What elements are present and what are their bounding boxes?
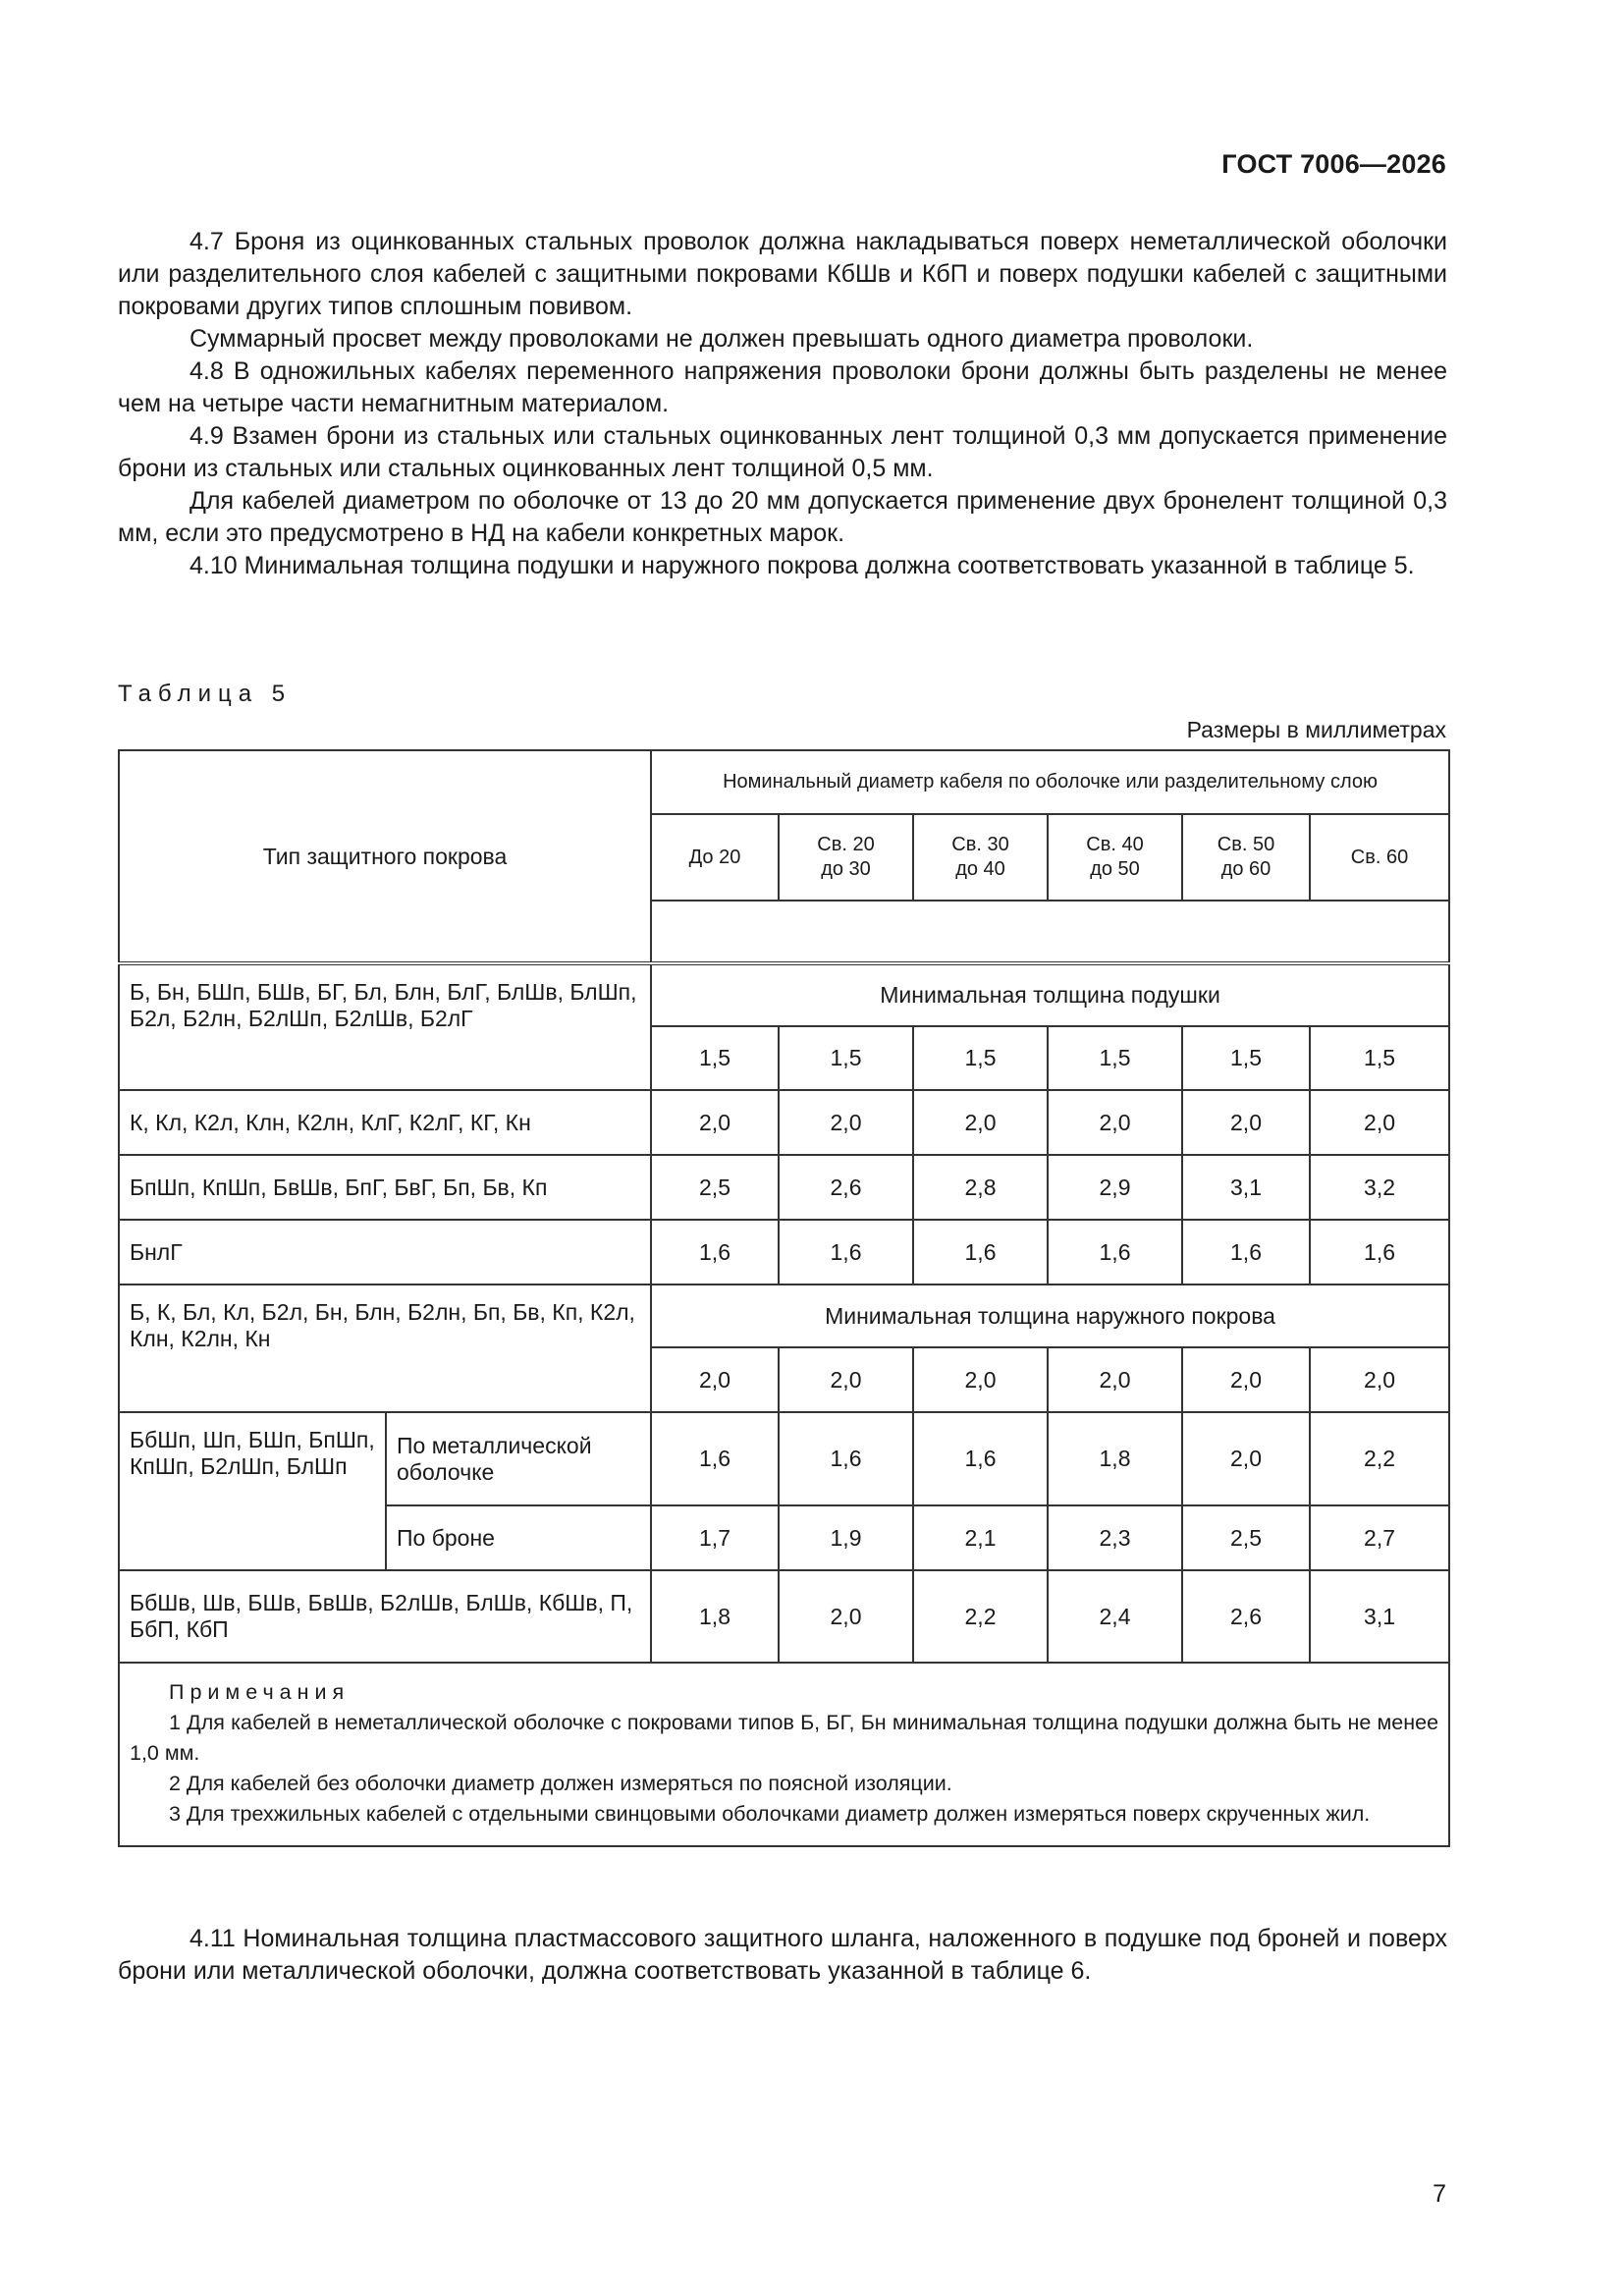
value-cell: 2,0 [651,1090,779,1155]
type-cell: БпШп, КпШп, БвШв, БпГ, БвГ, Бп, Бв, Кп [119,1155,651,1220]
value-cell: 1,5 [1182,1026,1310,1090]
column-header [913,814,1048,901]
column-header [1048,814,1182,901]
table-row [119,963,1449,1026]
paragraph-4-9: 4.9 Взамен брони из стальных или стальных оцинкованных лент толщиной 0,3 мм допускается применение брони из стальных или стальных оцинкованных лент толщиной 0,5 мм. [118,422,1447,482]
table-row [119,1285,1449,1347]
column-header [779,814,913,901]
section-title: Минимальная толщина подушки [651,963,1449,1026]
value-cell: 3,1 [1310,1570,1449,1663]
value-cell: 1,6 [779,1220,913,1285]
notes-title: Примечания [169,1680,351,1704]
value-cell: 2,0 [1310,1090,1449,1155]
type-cell: БбШп, Шп, БШп, БпШп, КпШп, Б2лШп, БлШп [119,1412,386,1570]
value-cell: 1,6 [1048,1220,1182,1285]
table-row [119,1570,1449,1663]
table-row [119,1412,1449,1505]
value-cell: 1,7 [651,1505,779,1570]
value-cell: 1,5 [913,1026,1048,1090]
column-header: До 20 [651,814,779,901]
value-cell: 1,5 [1048,1026,1182,1090]
column-header [1182,814,1310,901]
table-notes-row [119,1663,1449,1846]
value-cell: 2,6 [779,1155,913,1220]
page-number: 7 [1433,2180,1446,2208]
paragraph-4-9-tapes: Для кабелей диаметром по оболочке от 13 до 20 мм допускается применение двух бронелент толщиной 0,3 мм, если это предусмотрено в НД на кабели конкретных марок. [118,487,1447,547]
value-cell: 1,8 [651,1570,779,1663]
value-cell: 3,2 [1310,1155,1449,1220]
value-cell: 2,0 [779,1090,913,1155]
value-cell: 1,6 [913,1220,1048,1285]
note-item: 1 Для кабелей в неметаллической оболочке с покровами типов Б, БГ, Бн минимальная толщина подушки должна быть не менее 1,0 мм. [130,1711,1439,1765]
value-cell: 1,5 [651,1026,779,1090]
value-cell: 3,1 [1182,1155,1310,1220]
value-cell: 2,8 [913,1155,1048,1220]
value-cell: 2,0 [1310,1347,1449,1412]
value-cell: 2,2 [913,1570,1048,1663]
value-cell: 2,0 [1182,1090,1310,1155]
table-5 [118,749,1450,1847]
body-text-after [118,1923,1447,1988]
value-cell: 2,0 [1048,1090,1182,1155]
value-cell: 2,0 [779,1570,913,1663]
value-cell: 2,0 [651,1347,779,1412]
value-cell: 1,5 [779,1026,913,1090]
value-cell: 1,6 [1182,1220,1310,1285]
value-cell: 2,0 [913,1347,1048,1412]
value-cell: 1,6 [779,1412,913,1505]
column-header: Св. 60 [1310,814,1449,901]
value-cell: 2,9 [1048,1155,1182,1220]
paragraph-4-7-gap: Суммарный просвет между проволоками не должен превышать одного диаметра проволоки. [189,325,1254,353]
column-header-main: Номинальный диаметр кабеля по оболочке или разделительному слою [651,750,1449,814]
value-cell: 2,0 [1182,1347,1310,1412]
value-cell: 2,6 [1182,1570,1310,1663]
type-cell: БбШв, Шв, БШв, БвШв, Б2лШв, БлШв, КбШв, П, БбП, КбП [119,1570,651,1663]
value-cell: 2,0 [1182,1412,1310,1505]
value-cell: 1,6 [1310,1220,1449,1285]
table-caption: Таблица 5 [118,681,293,707]
paragraph-4-8: 4.8 В одножильных кабелях переменного напряжения проволоки брони должны быть разделены не менее чем на четыре части немагнитным материалом. [118,357,1447,417]
value-cell: 2,7 [1310,1505,1449,1570]
value-cell: 1,6 [651,1220,779,1285]
value-cell: 2,0 [1048,1347,1182,1412]
paragraph-4-7: 4.7 Броня из оцинкованных стальных проволок должна накладываться поверх неметаллической оболочки или разделительного слоя кабелей с защитными покровами КбШв и КбП и поверх подушки кабелей с защитными покровами других типов сплошным повивом. [118,228,1447,320]
table-header-row [119,750,1449,814]
document-standard-header: ГОСТ 7006—2026 [1221,149,1446,179]
column-header-text: Св. 20 до 30 [817,834,875,880]
value-cell: 2,5 [651,1155,779,1220]
value-cell: 2,1 [913,1505,1048,1570]
subtype-cell: По металлической оболочке [386,1412,651,1505]
value-cell: 2,0 [779,1347,913,1412]
value-cell: 2,4 [1048,1570,1182,1663]
table-row [119,1220,1449,1285]
paragraph-4-10: 4.10 Минимальная толщина подушки и наружного покрова должна соответствовать указанной в таблице 5. [189,552,1415,579]
paragraph-4-11: 4.11 Номинальная толщина пластмассового защитного шланга, наложенного в подушке под броней и поверх брони или металлической оболочки, должна соответствовать указанной в таблице 6. [118,1925,1447,1985]
notes-cell [119,1663,1449,1846]
table-row [119,1090,1449,1155]
subtype-cell: По броне [386,1505,651,1570]
value-cell: 1,6 [651,1412,779,1505]
value-cell: 1,5 [1310,1026,1449,1090]
type-cell: Б, Бн, БШп, БШв, БГ, Бл, Блн, БлГ, БлШв, БлШп, Б2л, Б2лн, Б2лШп, Б2лШв, Б2лГ [119,963,651,1090]
column-header-text: Св. 40 до 50 [1086,834,1144,880]
value-cell: 2,5 [1182,1505,1310,1570]
value-cell: 1,9 [779,1505,913,1570]
type-cell: Б, К, Бл, Кл, Б2л, Бн, Блн, Б2лн, Бп, Бв, Кп, К2л, Клн, К2лн, Кн [119,1285,651,1412]
value-cell: 2,0 [913,1090,1048,1155]
value-cell: 2,2 [1310,1412,1449,1505]
value-cell: 2,3 [1048,1505,1182,1570]
table-units: Размеры в миллиметрах [1186,717,1446,742]
body-text-before [118,226,1447,582]
note-item: 3 Для трехжильных кабелей с отдельными свинцовыми оболочками диаметр должен измеряться поверх скрученных жил. [169,1802,1371,1826]
value-cell: 1,8 [1048,1412,1182,1505]
type-cell: БнлГ [119,1220,651,1285]
table-row [119,1155,1449,1220]
type-cell: К, Кл, К2л, Клн, К2лн, КлГ, К2лГ, КГ, Кн [119,1090,651,1155]
note-item: 2 Для кабелей без оболочки диаметр должен измеряться по поясной изоляции. [169,1772,952,1795]
empty-header-cell [651,901,1449,963]
row-header-cell: Тип защитного покрова [119,750,651,963]
value-cell: 1,6 [913,1412,1048,1505]
section-title: Минимальная толщина наружного покрова [651,1285,1449,1347]
column-header-text: Св. 50 до 60 [1217,834,1275,880]
column-header-text: Св. 30 до 40 [951,834,1009,880]
